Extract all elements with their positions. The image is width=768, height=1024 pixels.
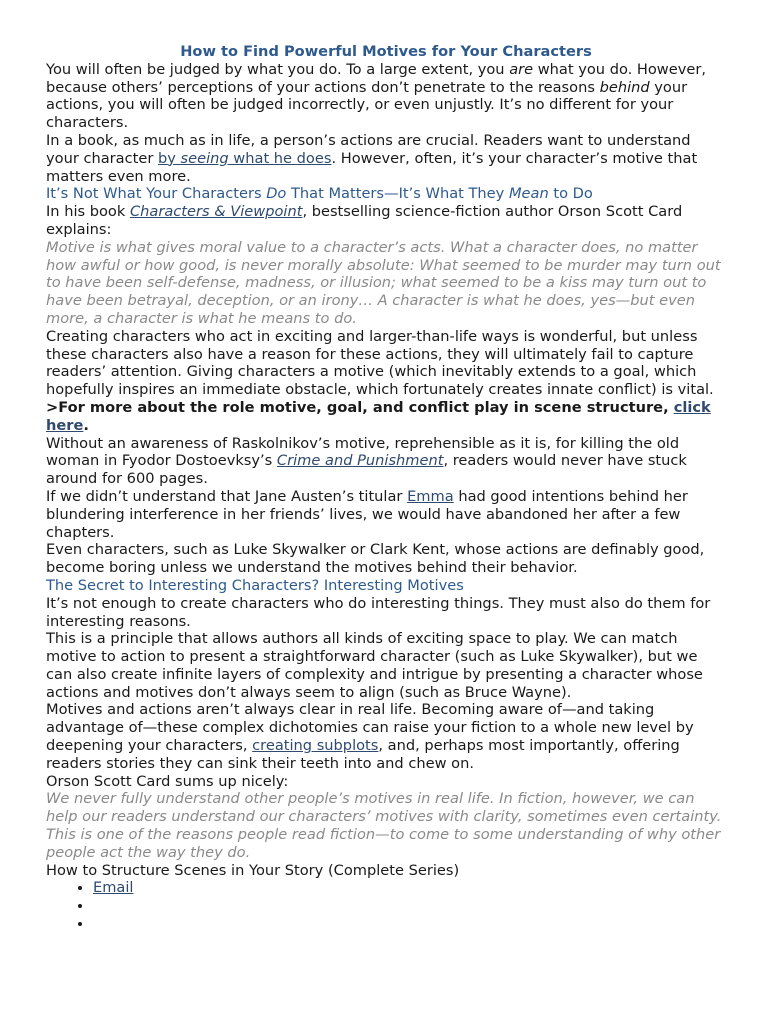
text: >For more about the role motive, goal, and conflict play in scene structure,: [46, 398, 674, 416]
emphasis: behind: [599, 78, 650, 96]
link-creating-subplots[interactable]: creating subplots: [252, 737, 379, 755]
paragraph-emma: [46, 488, 726, 541]
blockquote-card-2: We never fully understand other people’s motives in real life. In fiction, however, we can help our readers understand our characters’ motives with clarity, sometimes even certainty. This is one of the reasons people read fiction—to come to some understanding of why other people act the way they do.: [46, 790, 722, 861]
text: It’s Not What Your Characters: [46, 185, 267, 203]
link-text: Characters & Viewpoint: [129, 203, 303, 221]
article: [46, 43, 726, 933]
share-list: [46, 879, 726, 932]
text: You will often be judged by what you do. To a large extent, you: [46, 60, 510, 78]
text: , readers would never have stuck around for 600 pages.: [46, 452, 687, 488]
share-item: [93, 915, 726, 933]
emphasis: Do: [266, 185, 287, 203]
subheading-what-they-mean: [46, 185, 726, 203]
paragraph-card-sums-up: Orson Scott Card sums up nicely:: [46, 772, 289, 790]
link-crime-and-punishment[interactable]: [277, 452, 444, 469]
emphasis: are: [509, 60, 534, 78]
paragraph-intro: [46, 61, 726, 132]
email-share-link[interactable]: Email: [93, 879, 134, 897]
link-by-seeing[interactable]: [158, 150, 331, 167]
text: had good intentions behind her blundering interference in her friends’ lives, we would have abandoned her after a few chapters.: [46, 487, 688, 541]
text: what you do. However, because others’ perceptions of your actions don’t penetrate to the reasons: [46, 60, 706, 96]
text: In a book, as much as in life, a person’s actions are crucial. Readers want to understand your character: [46, 131, 691, 167]
text: .: [83, 416, 89, 434]
paragraph-more-info: [46, 399, 726, 435]
text: your actions, you will often be judged incorrectly, or even unjustly. It’s no different for your characters.: [46, 78, 688, 132]
link-text: what he does: [228, 149, 332, 167]
paragraph-series-title: How to Structure Scenes in Your Story (Complete Series): [46, 861, 460, 879]
paragraph-real-life: [46, 701, 726, 772]
text: , and, perhaps most importantly, offering readers stories they can sink their teeth into and chew on.: [46, 737, 680, 772]
article-title: How to Find Powerful Motives for Your Characters: [180, 43, 592, 60]
text: Motives and actions aren’t always clear in real life. Becoming aware of—and taking advantage of—these complex dichotomies can raise your fiction to a whole new level by deepening your characters,: [46, 701, 694, 755]
paragraph-not-enough: It’s not enough to create characters who do interesting things. They must also do them for interesting reasons.: [46, 594, 711, 630]
paragraph-raskolnikov: [46, 435, 726, 488]
link-characters-viewpoint[interactable]: [130, 203, 302, 220]
paragraph-actions: [46, 132, 726, 185]
paragraph-book-reference: [46, 203, 726, 239]
subheading-interesting-motives: The Secret to Interesting Characters? Interesting Motives: [46, 576, 464, 594]
paragraph-creating-characters: Creating characters who act in exciting and larger-than-life ways is wonderful, but unless these characters also have a reason for these actions, they will ultimately fail to capture readers’ attention. Giving characters a motive (which inevitably extends to a goal, which hopefully inspires an immediate obstacle, which fortunately creates innate conflict) is vital.: [46, 327, 714, 399]
link-text: Crime and Punishment: [276, 452, 444, 470]
share-item: [93, 897, 726, 915]
click-here-link[interactable]: click here: [46, 398, 711, 434]
text: That Matters—It’s What They: [286, 185, 509, 203]
text: to Do: [548, 185, 593, 203]
paragraph-principle: This is a principle that allows authors all kinds of exciting space to play. We can match motive to action to present a straightforward character (such as Luke Skywalker), but we can also create infinite layers of complexity and intrigue by presenting a character whose actions and motives don’t always seem to align (such as Bruce Wayne).: [46, 630, 703, 701]
paragraph-even-characters: Even characters, such as Luke Skywalker or Clark Kent, whose actions are definably good, become boring unless we understand the motives behind their behavior.: [46, 541, 705, 577]
link-text: by: [157, 149, 181, 167]
blockquote-card-1: Motive is what gives moral value to a character’s acts. What a character does, no matter how awful or how good, is never morally absolute: What seemed to be murder may turn out to have been self-defense, madness, or illusion; what seemed to be a kiss may turn out to have been betrayal, deception, or an irony… A character is what he does, yes—but even more, a character is what he means to do.: [46, 238, 721, 327]
text: , bestselling science-fiction author Orson Scott Card explains:: [46, 203, 683, 238]
text: . However, often, it’s your character’s motive that matters even more.: [46, 149, 698, 185]
link-emma[interactable]: Emma: [407, 487, 454, 505]
text: In his book: [46, 203, 130, 221]
link-emphasis: seeing: [180, 149, 229, 167]
emphasis: Mean: [508, 185, 549, 203]
share-item-email: [93, 879, 726, 897]
text: Without an awareness of Raskolnikov’s motive, reprehensible as it is, for killing the old woman in Fyodor Dostoevksy’s: [46, 434, 680, 470]
text: If we didn’t understand that Jane Austen’s titular: [46, 487, 408, 505]
